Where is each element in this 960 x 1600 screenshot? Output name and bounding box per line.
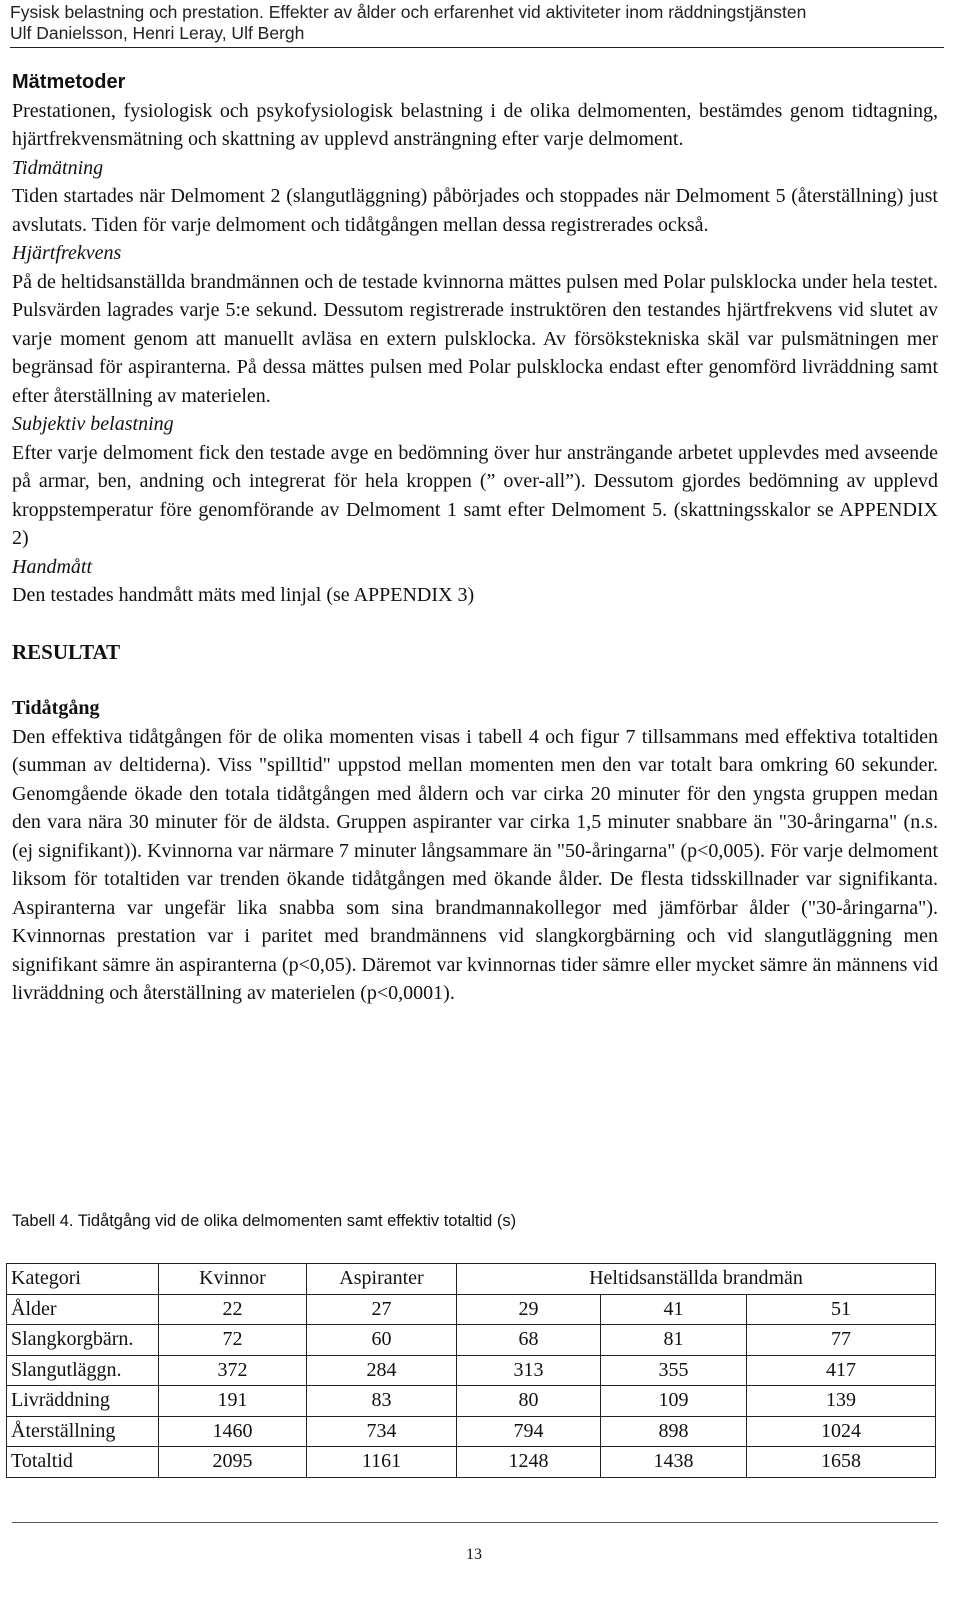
header-title: Fysisk belastning och prestation. Effekter av ålder och erfarenhet vid aktiviteter inom räddningstjänsten: [10, 2, 807, 22]
subjective-heading: Subjektiv belastning: [12, 413, 174, 435]
row-label: Slangutläggn.: [7, 1355, 159, 1386]
timing-text: Tiden startades när Delmoment 2 (slangutläggning) påbörjades och stoppades när Delmoment 5 (återställning) just avslutats. Tiden för varje delmoment och tidåtgången mellan dessa registrerades också.: [12, 185, 938, 236]
table-cell: 191: [159, 1386, 307, 1417]
table-cell: 81: [601, 1325, 747, 1356]
hand-heading: Handmått: [12, 555, 92, 578]
results-table: [6, 1263, 936, 1478]
table-row: [7, 1386, 936, 1417]
table-row: [7, 1447, 936, 1478]
table-row: [7, 1355, 936, 1386]
table-cell: 1161: [307, 1447, 457, 1478]
subjective-text: Efter varje delmoment fick den testade avge en bedömning över hur ansträngande arbetet upplevdes med avseende på armar, ben, andning och integrerat för hela kroppen (” over-all”). Dessutom gjordes bedömning av upplevd kroppstemperatur före genomförande av Delmoment 1 samt efter Delmoment 5. (skattningsskalor se APPENDIX 2): [12, 441, 938, 549]
timing-heading: Tidmätning: [12, 156, 104, 179]
header-authors: Ulf Danielsson, Henri Leray, Ulf Bergh: [10, 23, 305, 43]
table-header-row: [7, 1264, 936, 1295]
header-cell-category: Kategori: [7, 1264, 159, 1295]
table-cell: 109: [601, 1386, 747, 1417]
row-label: Slangkorgbärn.: [7, 1325, 159, 1356]
table-cell: 2095: [159, 1447, 307, 1478]
table-cell: 139: [747, 1386, 936, 1417]
table-cell: 29: [457, 1294, 601, 1325]
hr-heading: Hjärtfrekvens: [12, 242, 122, 264]
table-cell: 1658: [747, 1447, 936, 1478]
page-number: 13: [466, 1546, 482, 1563]
table-cell: 83: [307, 1386, 457, 1417]
table-cell: 77: [747, 1325, 936, 1356]
row-label: Ålder: [7, 1294, 159, 1325]
running-header: [10, 2, 944, 48]
row-label: Livräddning: [7, 1386, 159, 1417]
table-cell: 22: [159, 1294, 307, 1325]
body-text: [12, 68, 938, 1008]
table-caption: Tabell 4. Tidåtgång vid de olika delmomenten samt effektiv totaltid (s): [12, 1212, 517, 1230]
row-label: Totaltid: [7, 1447, 159, 1478]
table-cell: 1438: [601, 1447, 747, 1478]
table-cell: 80: [457, 1386, 601, 1417]
table-cell: 1024: [747, 1416, 936, 1447]
header-cell-fulltime: Heltidsanställda brandmän: [457, 1264, 936, 1295]
table-cell: 284: [307, 1355, 457, 1386]
table-cell: 68: [457, 1325, 601, 1356]
header-cell-women: Kvinnor: [159, 1264, 307, 1295]
table-cell: 51: [747, 1294, 936, 1325]
table-cell: 313: [457, 1355, 601, 1386]
hand-text: Den testades handmått mäts med linjal (se APPENDIX 3): [12, 584, 475, 606]
methods-intro: Prestationen, fysiologisk och psykofysiologisk belastning i de olika delmomenten, bestämdes genom tidtagning, hjärtfrekvensmätning och skattning av upplevd ansträngning efter varje delmoment.: [12, 99, 938, 150]
table-cell: 355: [601, 1355, 747, 1386]
hr-text: På de heltidsanställda brandmännen och de testade kvinnorna mättes pulsen med Polar pulsklocka under hela testet. Pulsvärden lagrades varje 5:e sekund. Dessutom registrerade instruktören den testandes hjärtfrekvens vid slutet av varje moment genom att manuellt avläsa en extern pulsklocka. Av försökstekniska skäl var pulsmätningen mer begränsad för aspiranterna. På dessa mättes pulsen med Polar pulsklocka endast efter genomförd livräddning samt efter återställning av materielen.: [12, 270, 938, 407]
table-row: [7, 1294, 936, 1325]
table-cell: 1248: [457, 1447, 601, 1478]
table-cell: 372: [159, 1355, 307, 1386]
table-cell: 1460: [159, 1416, 307, 1447]
time-heading: Tidåtgång: [12, 697, 100, 719]
table-cell: 41: [601, 1294, 747, 1325]
time-text: Den effektiva tidåtgången för de olika momenten visas i tabell 4 och figur 7 tillsammans med effektiva totaltiden (summan av deltiderna). Viss "spilltid" uppstod mellan momenten men den var totalt bara omkring 60 sekunder. Genomgående ökade den totala tidåtgången med åldern och var cirka 20 minuter för den yngsta gruppen medan den vara nära 30 minuter för de äldsta. Gruppen aspiranter var cirka 1,5 minuter snabbare än "30-åringarna" (n.s. (ej signifikant)). Kvinnorna var närmare 7 minuter långsammare än "50-åringarna" (p<0,005). För varje delmoment liksom för totaltiden var trenden ökande tidåtgången med ökande ålder. De flesta tidsskillnader var signifikanta. Aspiranterna var ungefär lika snabba som sina brandmannakollegor med jämförbar ålder ("30-åringarna"). Kvinnornas prestation var i paritet med brandmännens vid slangkorgbärning och vid slangutläggning men signifikant sämre än aspiranterna (p<0,05). Däremot var kvinnornas tider sämre eller mycket sämre än männens vid livräddning och återställning av materielen (p<0,0001).: [12, 725, 938, 1004]
table-cell: 417: [747, 1355, 936, 1386]
footer-rule: [12, 1522, 938, 1523]
header-cell-aspirants: Aspiranter: [307, 1264, 457, 1295]
table-cell: 60: [307, 1325, 457, 1356]
table-cell: 27: [307, 1294, 457, 1325]
results-table-wrap: [6, 1263, 936, 1478]
table-cell: 72: [159, 1325, 307, 1356]
methods-heading: Mätmetoder: [12, 71, 126, 93]
table-cell: 898: [601, 1416, 747, 1447]
row-label: Återställning: [7, 1416, 159, 1447]
table-cell: 794: [457, 1416, 601, 1447]
results-heading: RESULTAT: [12, 639, 121, 664]
table-row: [7, 1416, 936, 1447]
table-row: [7, 1325, 936, 1356]
table-cell: 734: [307, 1416, 457, 1447]
